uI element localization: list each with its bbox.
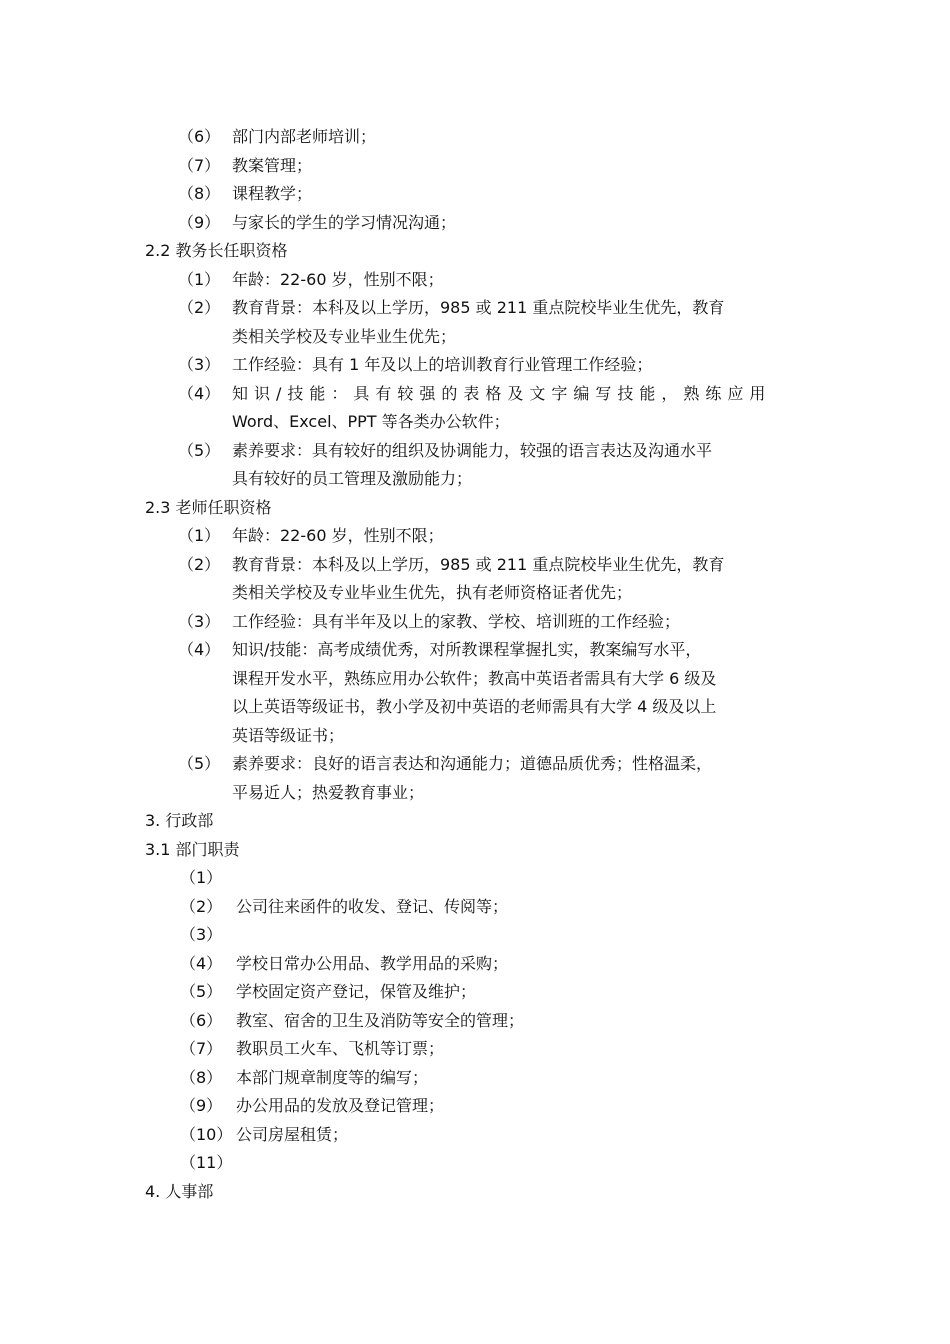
list-text-cont: 具有较好的员工管理及激励能力； xyxy=(232,469,473,488)
list-number: （4） xyxy=(178,640,221,659)
section-heading-3-1: 3.1 部门职责 xyxy=(145,840,240,859)
list-text: 办公用品的发放及登记管理； xyxy=(236,1096,445,1115)
list-number: （9） xyxy=(178,213,221,232)
list-number: （6） xyxy=(178,127,221,146)
list-number: （7） xyxy=(180,1039,223,1058)
list-number: （8） xyxy=(178,184,221,203)
list-number: （11） xyxy=(180,1153,233,1172)
list-text: 部门内部老师培训； xyxy=(232,127,377,146)
list-text-cont: 平易近人；热爱教育事业； xyxy=(232,783,425,802)
section-heading-2-3: 2.3 老师任职资格 xyxy=(145,498,272,517)
list-text: 教室、宿舍的卫生及消防等安全的管理； xyxy=(236,1011,525,1030)
list-text: 公司往来函件的收发、登记、传阅等； xyxy=(236,897,509,916)
list-number: （9） xyxy=(180,1096,223,1115)
list-text: 知识/技能：具有较强的表格及文字编写技能，熟练应用 xyxy=(232,384,772,403)
list-text: 教职员工火车、飞机等订票； xyxy=(236,1039,445,1058)
list-number: （6） xyxy=(180,1011,223,1030)
section-heading-4: 4. 人事部 xyxy=(145,1182,214,1201)
list-number: （5） xyxy=(178,754,221,773)
section-heading-3: 3. 行政部 xyxy=(145,811,214,830)
list-number: （3） xyxy=(178,612,221,631)
section-heading-2-2: 2.2 教务长任职资格 xyxy=(145,241,288,260)
list-text: 教育背景：本科及以上学历，985 或 211 重点院校毕业生优先，教育 xyxy=(232,555,725,574)
list-text: 本部门规章制度等的编写； xyxy=(236,1068,429,1087)
list-text: 教案管理； xyxy=(232,156,313,175)
list-number: （8） xyxy=(180,1068,223,1087)
list-number: （5） xyxy=(180,982,223,1001)
list-text-cont: 课程开发水平，熟练应用办公软件；教高中英语者需具有大学 6 级及 xyxy=(232,669,717,688)
list-text: 与家长的学生的学习情况沟通； xyxy=(232,213,457,232)
list-text: 工作经验：具有 1 年及以上的培训教育行业管理工作经验； xyxy=(232,355,653,374)
list-text-cont: 以上英语等级证书，教小学及初中英语的老师需具有大学 4 级及以上 xyxy=(232,697,717,716)
list-text: 学校固定资产登记，保管及维护； xyxy=(236,982,477,1001)
list-number: （5） xyxy=(178,441,221,460)
list-number: （1） xyxy=(178,270,221,289)
list-number: （4） xyxy=(180,954,223,973)
list-text-cont: 类相关学校及专业毕业生优先，执有老师资格证者优先； xyxy=(232,583,633,602)
list-text: 学校日常办公用品、教学用品的采购； xyxy=(236,954,509,973)
list-number: （3） xyxy=(178,355,221,374)
list-text: 工作经验：具有半年及以上的家教、学校、培训班的工作经验； xyxy=(232,612,681,631)
list-number: （10） xyxy=(180,1125,233,1144)
list-number: （7） xyxy=(178,156,221,175)
list-number: （3） xyxy=(180,925,223,944)
list-text: 素养要求：良好的语言表达和沟通能力；道德品质优秀；性格温柔， xyxy=(232,754,713,773)
list-number: （2） xyxy=(178,298,221,317)
list-number: （2） xyxy=(178,555,221,574)
list-text: 课程教学； xyxy=(232,184,313,203)
list-text: 知识/技能：高考成绩优秀，对所教课程掌握扎实，教案编写水平， xyxy=(232,640,702,659)
list-number: （4） xyxy=(178,384,221,403)
list-number: （1） xyxy=(178,526,221,545)
list-text: 年龄：22-60 岁，性别不限； xyxy=(232,270,444,289)
list-number: （2） xyxy=(180,897,223,916)
list-text: 年龄：22-60 岁，性别不限； xyxy=(232,526,444,545)
list-number: （1） xyxy=(180,868,223,887)
list-text-cont: Word、Excel、PPT 等各类办公软件； xyxy=(232,412,510,431)
list-text-cont: 类相关学校及专业毕业生优先； xyxy=(232,327,457,346)
list-text-cont: 英语等级证书； xyxy=(232,726,345,745)
list-text: 教育背景：本科及以上学历，985 或 211 重点院校毕业生优先，教育 xyxy=(232,298,725,317)
list-text: 公司房屋租赁； xyxy=(236,1125,349,1144)
list-text: 素养要求：具有较好的组织及协调能力，较强的语言表达及沟通水平 xyxy=(232,441,713,460)
